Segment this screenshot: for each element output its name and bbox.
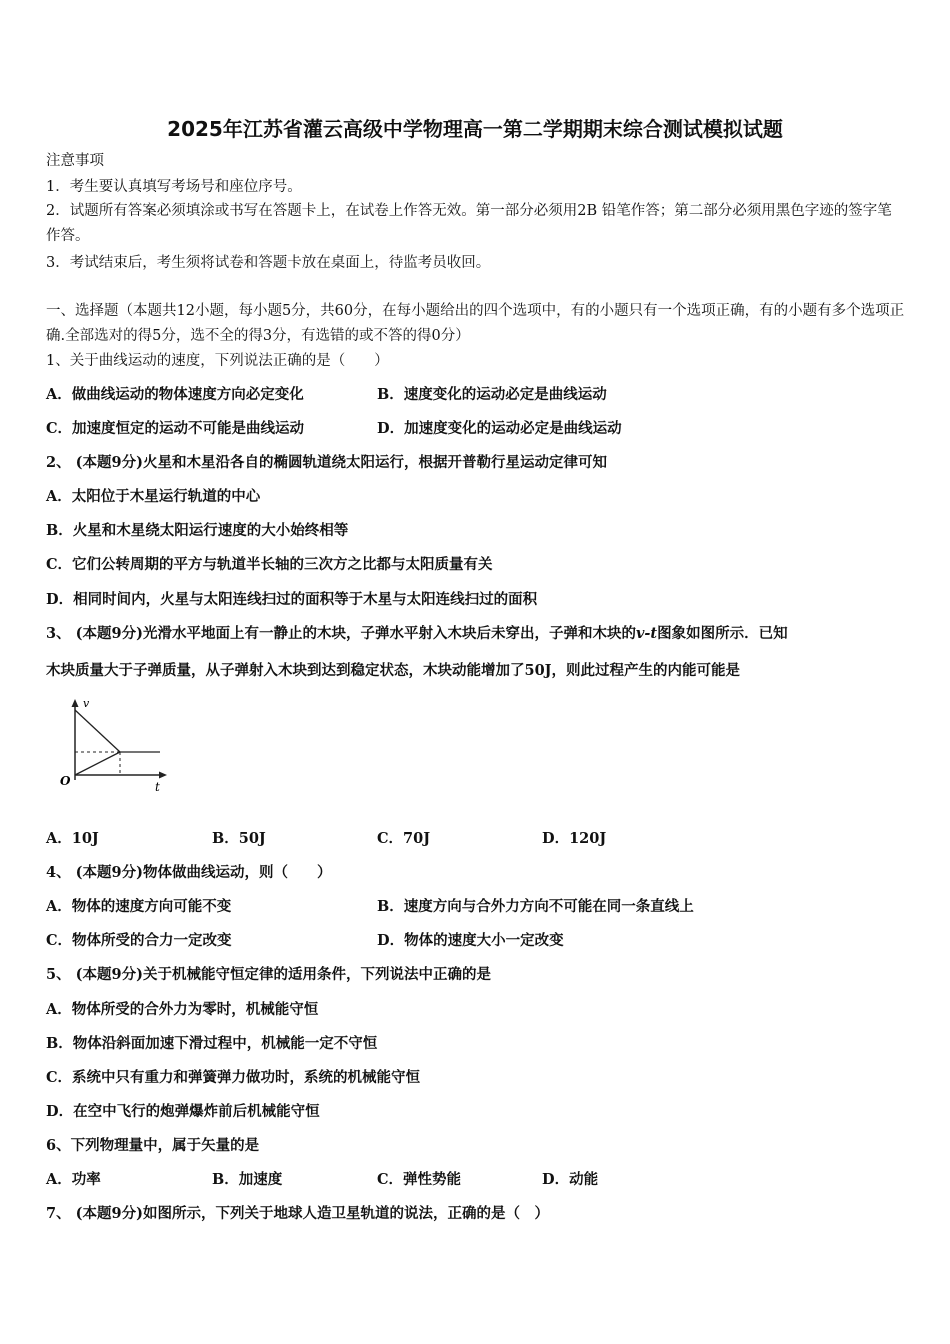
q5-option-b: B．物体沿斜面加速下滑过程中，机械能一定不守恒: [46, 1035, 378, 1052]
q3-stem: [46, 625, 788, 643]
q4-option-a: A．物体的速度方向可能不变: [46, 898, 232, 915]
q1-option-c: C．加速度恒定的运动不可能是曲线运动: [46, 420, 305, 437]
q3-stem-cont: 木块质量大于子弹质量，从子弹射入木块到达到稳定状态，木块动能增加了50J，则此过程产生的内能可能是: [46, 662, 741, 679]
q1-option-a: A．做曲线运动的物体速度方向必定变化: [46, 386, 304, 403]
q5-stem: 5、 (本题9分)关于机械能守恒定律的适用条件，下列说法中正确的是: [46, 966, 491, 983]
q6-stem: 6、下列物理量中，属于矢量的是: [46, 1137, 260, 1154]
q2-option-c: C．它们公转周期的平方与轨道半长轴的三次方之比都与太阳质量有关: [46, 556, 493, 573]
notice-heading: 注意事项: [46, 153, 104, 169]
v-axis-arrow: [72, 699, 79, 707]
q6-option-a: A．功率: [46, 1171, 101, 1188]
q6-option-b: B．加速度: [212, 1171, 283, 1188]
q6-option-c: C．弹性势能: [377, 1171, 462, 1188]
q4-option-d: D．物体的速度大小一定改变: [377, 932, 564, 949]
q3-vt-symbol: v-t: [635, 625, 658, 642]
q3-option-d: D．120J: [542, 830, 607, 847]
q1-option-d: D．加速度变化的运动必定是曲线运动: [377, 420, 622, 437]
q5-option-d: D．在空中飞行的炮弹爆炸前后机械能守恒: [46, 1103, 320, 1120]
q4-option-c: C．物体所受的合力一定改变: [46, 932, 232, 949]
q1-option-b: B．速度变化的运动必定是曲线运动: [377, 386, 607, 403]
q5-option-c: C．系统中只有重力和弹簧弹力做功时，系统的机械能守恒: [46, 1069, 421, 1086]
q3-option-b: B．50J: [212, 830, 266, 847]
q5-option-a: A．物体所受的合外力为零时，机械能守恒: [46, 1001, 319, 1018]
q2-option-d: D．相同时间内，火星与太阳连线扫过的面积等于木星与太阳连线扫过的面积: [46, 591, 538, 608]
q3-stem-part-1: 3、 (本题9分)光滑水平地面上有一静止的木块，子弹水平射入木块后未穿出，子弹和木块的: [46, 625, 636, 642]
q6-option-d: D．动能: [542, 1171, 599, 1188]
q4-option-b: B．速度方向与合外力方向不可能在同一条直线上: [377, 898, 694, 915]
v-axis-label: v: [83, 697, 90, 710]
notice-item-3: 3．考试结束后，考生须将试卷和答题卡放在桌面上，待监考员收回。: [46, 255, 491, 271]
q4-stem: 4、 (本题9分)物体做曲线运动，则（ ）: [46, 864, 332, 881]
q2-option-a: A．太阳位于木星运行轨道的中心: [46, 488, 261, 505]
q2-option-b: B．火星和木星绕太阳运行速度的大小始终相等: [46, 522, 349, 539]
q1-stem: 1、关于曲线运动的速度，下列说法正确的是（ ）: [46, 353, 389, 369]
bullet-line: [75, 710, 120, 752]
section-heading: 一、选择题（本题共12小题，每小题5分，共60分，在每小题给出的四个选项中，有的小题只有一个选项正确，有的小题有多个选项正确.全部选对的得5分，选不全的得3分，有选错的或不答的得0分）: [46, 303, 905, 344]
q7-stem: 7、 (本题9分)如图所示，下列关于地球人造卫星轨道的说法，正确的是（ ）: [46, 1205, 549, 1222]
q3-option-a: A．10J: [46, 830, 99, 847]
notice-item-2: 2．试题所有答案必须填涂或书写在答题卡上，在试卷上作答无效。第一部分必须用2B 铅笔作答；第二部分必须用黑色字迹的签字笔作答。: [46, 203, 892, 244]
q3-option-c: C．70J: [377, 830, 431, 847]
q3-stem-part-2: 图象如图所示．已知: [657, 625, 788, 642]
origin-label: O: [60, 774, 71, 788]
notice-item-1: 1．考生要认真填写考场号和座位序号。: [46, 179, 302, 195]
t-axis-label: t: [155, 780, 160, 794]
block-line: [75, 752, 120, 775]
q2-stem: 2、 (本题9分)火星和木星沿各自的椭圆轨道绕太阳运行，根据开普勒行星运动定律可知: [46, 454, 607, 471]
t-axis-arrow: [159, 772, 167, 779]
vt-graph: [55, 695, 170, 795]
page-title: 2025年江苏省灌云高级中学物理高一第二学期期末综合测试模拟试题: [167, 117, 783, 141]
